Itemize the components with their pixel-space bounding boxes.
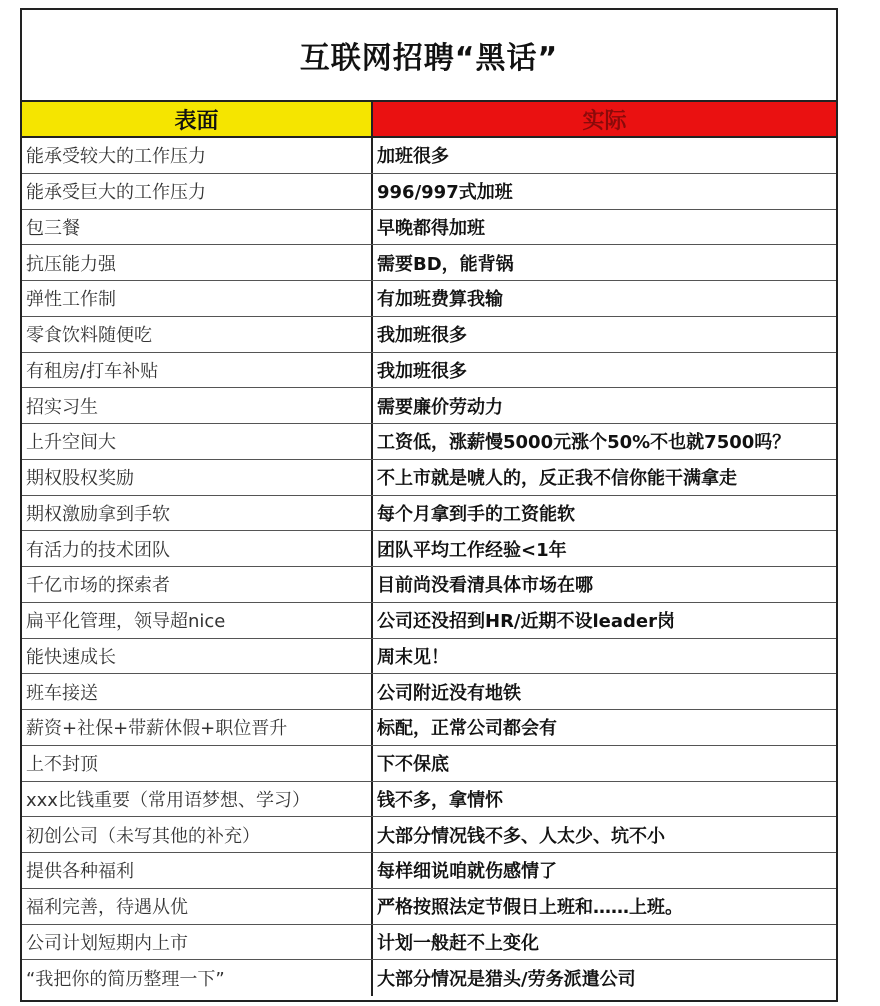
actual-cell: 计划一般赶不上变化 [377, 932, 539, 954]
surface-cell: “我把你的简历整理一下” [22, 960, 373, 996]
surface-cell: 有租房/打车补贴 [22, 353, 373, 388]
actual-cell: 团队平均工作经验<1年 [377, 539, 567, 561]
table-body [22, 138, 836, 996]
surface-cell: xxx比钱重要（常用语梦想、学习） [22, 782, 373, 817]
actual-cell: 我加班很多 [377, 360, 467, 382]
surface-cell: 上不封顶 [22, 746, 373, 781]
table-row [22, 639, 836, 675]
table-row [22, 424, 836, 460]
actual-cell: 996/997式加班 [377, 182, 513, 204]
table-row [22, 388, 836, 424]
table-row [22, 674, 836, 710]
actual-cell: 大部分情况钱不多、人太少、坑不小 [377, 825, 665, 847]
surface-cell: 福利完善，待遇从优 [22, 889, 373, 924]
actual-cell: 公司附近没有地铁 [377, 682, 521, 704]
table-row [22, 782, 836, 818]
surface-cell: 初创公司（未写其他的补充） [22, 817, 373, 852]
actual-cell: 钱不多，拿情怀 [377, 789, 503, 811]
surface-cell: 上升空间大 [22, 424, 373, 459]
surface-cell: 提供各种福利 [22, 853, 373, 888]
actual-cell: 我加班很多 [377, 325, 467, 347]
surface-cell: 薪资+社保+带薪休假+职位晋升 [22, 710, 373, 745]
surface-cell: 期权激励拿到手软 [22, 496, 373, 531]
actual-cell: 大部分情况是猎头/劳务派遣公司 [377, 969, 636, 991]
actual-cell: 有加班费算我输 [377, 289, 503, 311]
table-row [22, 245, 836, 281]
table-row [22, 853, 836, 889]
table-row [22, 567, 836, 603]
table-row [22, 889, 836, 925]
table-row [22, 603, 836, 639]
surface-cell: 能快速成长 [22, 639, 373, 674]
table-row [22, 960, 836, 996]
actual-cell: 需要廉价劳动力 [377, 396, 503, 418]
actual-cell: 目前尚没看清具体市场在哪 [377, 575, 593, 597]
actual-cell: 不上市就是唬人的，反正我不信你能干满拿走 [377, 468, 737, 490]
surface-cell: 有活力的技术团队 [22, 531, 373, 566]
actual-cell: 需要BD，能背锅 [377, 253, 514, 275]
surface-cell: 班车接送 [22, 674, 373, 709]
actual-cell: 下不保底 [377, 754, 449, 776]
actual-cell: 每样细说咱就伤感情了 [377, 861, 557, 883]
header-surface: 表面 [22, 102, 373, 136]
actual-cell: 周末见！ [377, 646, 449, 668]
surface-cell: 能承受较大的工作压力 [22, 138, 373, 173]
table-row [22, 281, 836, 317]
surface-cell: 招实习生 [22, 388, 373, 423]
surface-cell: 千亿市场的探索者 [22, 567, 373, 602]
actual-cell: 工资低，涨薪慢5000元涨个50%不也就7500吗？ [377, 432, 791, 454]
table-row [22, 496, 836, 532]
actual-cell: 公司还没招到HR/近期不设leader岗 [377, 611, 675, 633]
actual-cell: 每个月拿到手的工资能软 [377, 503, 575, 525]
table-row [22, 710, 836, 746]
table-row [22, 317, 836, 353]
surface-cell: 抗压能力强 [22, 245, 373, 280]
table-row [22, 746, 836, 782]
table-row [22, 210, 836, 246]
table-row [22, 817, 836, 853]
surface-cell: 公司计划短期内上市 [22, 925, 373, 960]
table-header [22, 102, 836, 138]
header-actual: 实际 [373, 102, 836, 136]
actual-cell: 严格按照法定节假日上班和……上班。 [377, 897, 683, 919]
table-row [22, 174, 836, 210]
surface-cell: 弹性工作制 [22, 281, 373, 316]
surface-cell: 零食饮料随便吃 [22, 317, 373, 352]
table-row [22, 925, 836, 961]
table-title: 互联网招聘“黑话” [22, 10, 836, 102]
actual-cell: 加班很多 [377, 146, 449, 168]
table-row [22, 353, 836, 389]
actual-cell: 标配，正常公司都会有 [377, 718, 557, 740]
actual-cell: 早晚都得加班 [377, 217, 485, 239]
table-row [22, 460, 836, 496]
surface-cell: 能承受巨大的工作压力 [22, 174, 373, 209]
table-row [22, 531, 836, 567]
surface-cell: 包三餐 [22, 210, 373, 245]
surface-cell: 扁平化管理，领导超nice [22, 603, 373, 638]
surface-cell: 期权股权奖励 [22, 460, 373, 495]
table-row [22, 138, 836, 174]
jargon-table [20, 8, 838, 1002]
